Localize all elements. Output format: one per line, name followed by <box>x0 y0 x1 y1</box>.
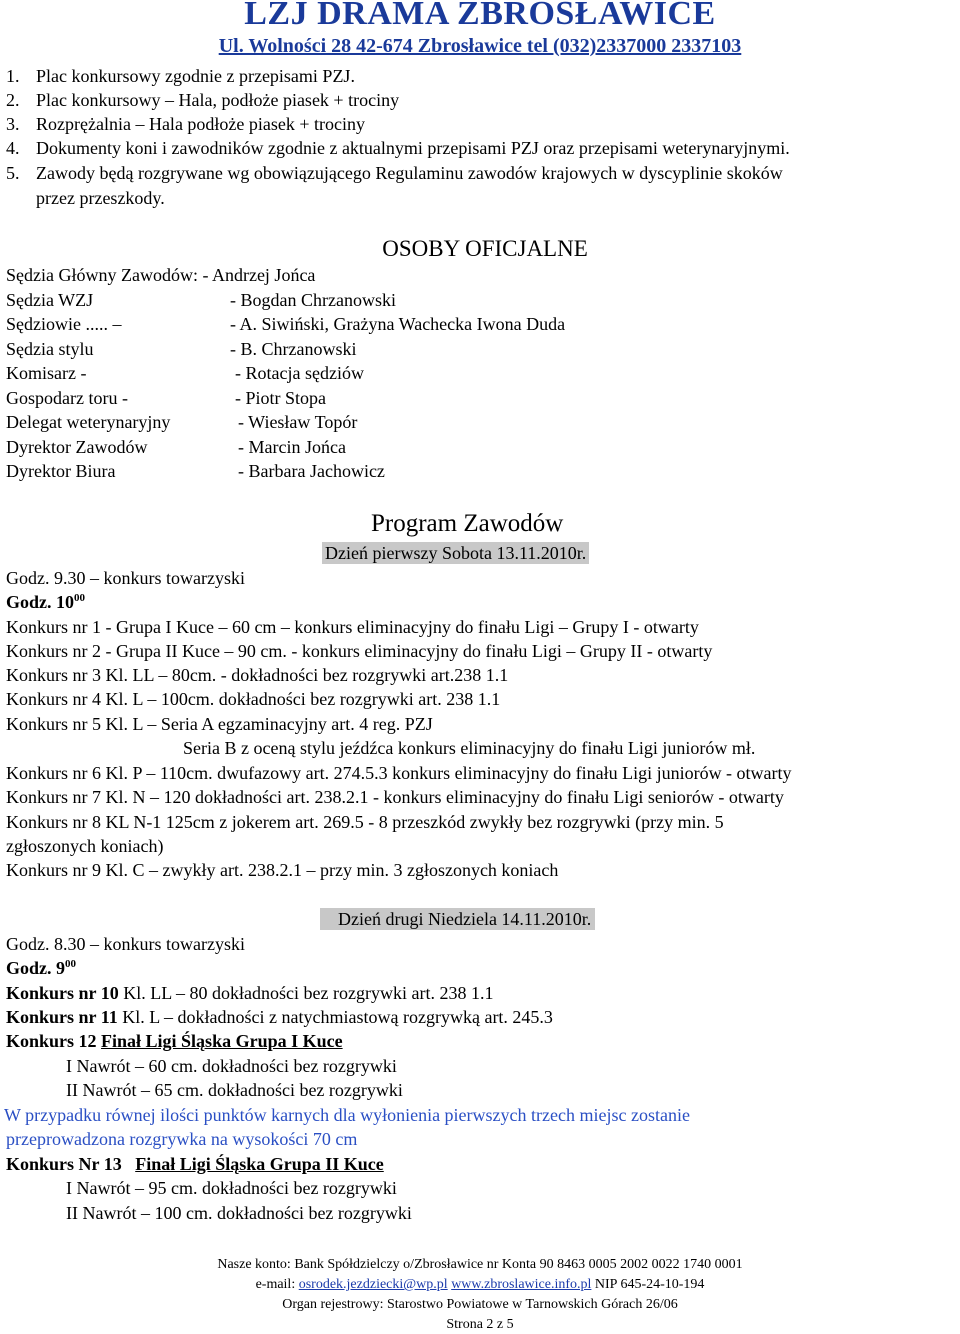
contest-line-indent: Seria B z oceną stylu jeźdźca konkurs eliminacyjny do finału Ligi juniorów mł. <box>183 738 756 758</box>
contest-line: Konkurs nr 4 Kl. L – 100cm. dokładności bez rozgrywki art. 238 1.1 <box>6 689 501 709</box>
contest-line: Konkurs nr 3 Kl. LL – 80cm. - dokładności bez rozgrywki art.238 1.1 <box>6 665 509 685</box>
contest-line: Konkurs nr 11 Kl. L – dokładności z natychmiastową rozgrywką art. 245.3 <box>6 1007 553 1027</box>
footer-bank: Nasze konto: Bank Spółdzielczy o/Zbrosławice nr Konta 90 8463 0005 2002 0022 1740 0001 <box>217 1257 743 1272</box>
round-line: I Nawrót – 60 cm. dokładności bez rozgrywki <box>66 1056 397 1076</box>
contest-line: Konkurs nr 7 Kl. N – 120 dokładności art. 238.2.1 - konkurs eliminacyjny do finału Ligi seniorów - otwarty <box>6 787 784 807</box>
official-role: Gospodarz toru - <box>6 388 128 408</box>
tiebreak-note: W przypadku równej ilości punktów karnych dla wyłonienia pierwszych trzech miejsc zostanie <box>4 1105 690 1125</box>
official-name: - Piotr Stopa <box>235 388 327 408</box>
page-number: Strona 2 z 5 <box>446 1317 514 1332</box>
official-name: - Bogdan Chrzanowski <box>230 290 396 310</box>
tiebreak-note-cont: przeprowadzona rozgrywka na wysokości 70 cm <box>6 1129 358 1149</box>
rule-item-3: 3. Rozprężalnia – Hala podłoże piasek + trociny <box>6 114 366 134</box>
day1-social-contest: Godz. 9.30 – konkurs towarzyski <box>6 568 245 588</box>
rule-item-4: 4. Dokumenty koni i zawodników zgodnie z aktualnymi przepisami PZJ oraz przepisami weterynaryjnymi. <box>6 138 790 158</box>
rule-item-5-cont: przez przeszkody. <box>36 188 165 208</box>
official-role: Sędzia WZJ <box>6 290 94 310</box>
contest-line: zgłoszonych koniach) <box>6 836 164 856</box>
email-link[interactable]: osrodek.jezdziecki@wp.pl <box>298 1277 448 1292</box>
official-name: - Marcin Jońca <box>238 437 346 457</box>
contest-line: Konkurs nr 10 Kl. LL – 80 dokładności bez rozgrywki art. 238 1.1 <box>6 983 494 1003</box>
contest-final-13: Konkurs Nr 13 Finał Ligi Śląska Grupa II Kuce <box>6 1154 384 1174</box>
contest-line: Konkurs nr 6 Kl. P – 110cm. dwufazowy art. 274.5.3 konkurs eliminacyjny do finału Ligi juniorów - otwarty <box>6 763 792 783</box>
day2-social-contest: Godz. 8.30 – konkurs towarzyski <box>6 934 245 954</box>
official-role: Komisarz - <box>6 363 87 383</box>
footer-registry: Organ rejestrowy: Starostwo Powiatowe w Tarnowskich Górach 26/06 <box>282 1297 678 1312</box>
official-name: - B. Chrzanowski <box>230 339 357 359</box>
day2-label: Dzień drugi Niedziela 14.11.2010r. <box>320 908 595 930</box>
rule-item-1: 1. Plac konkursowy zgodnie z przepisami PZJ. <box>6 66 355 86</box>
official-role: Dyrektor Biura <box>6 461 116 481</box>
website-link[interactable]: www.zbroslawice.info.pl <box>451 1277 592 1292</box>
official-role: Delegat weterynaryjny <box>6 412 171 432</box>
day1-start-time: Godz. $10^{00}$ <box>6 592 86 612</box>
contest-line: Konkurs nr 5 Kl. L – Seria A egzaminacyjny art. 4 reg. PZJ <box>6 714 433 734</box>
official-role: Sędzia stylu <box>6 339 94 359</box>
contest-line: Konkurs nr 1 - Grupa I Kuce – 60 cm – konkurs eliminacyjny do finału Ligi – Grupy I - otwarty <box>6 617 699 637</box>
contest-final-12: Konkurs 12 Finał Ligi Śląska Grupa I Kuce <box>6 1031 343 1051</box>
day2-start-time: Godz. $9^{00}$ <box>6 958 77 978</box>
round-line: II Nawrót – 65 cm. dokładności bez rozgrywki <box>66 1080 403 1100</box>
footer-contact: e-mail: osrodek.jezdziecki@wp.pl www.zbroslawice.info.pl NIP 645-24-10-194 <box>255 1277 705 1292</box>
round-line: II Nawrót – 100 cm. dokładności bez rozgrywki <box>66 1203 412 1223</box>
official-name: - Barbara Jachowicz <box>238 461 385 481</box>
organization-address: Ul. Wolności 28 42-674 Zbrosławice tel (032)2337000 2337103 <box>218 35 742 57</box>
officials-heading: OSOBY OFICJALNE <box>382 236 588 261</box>
official-name: - A. Siwiński, Grażyna Wachecka Iwona Duda <box>230 314 566 334</box>
rule-item-2: 2. Plac konkursowy – Hala, podłoże piasek + trociny <box>6 90 400 110</box>
organization-title: LZJ DRAMA ZBROSŁAWICE <box>244 0 716 32</box>
contest-line: Konkurs nr 8 KL N-1 125cm z jokerem art. 269.5 - 8 przeszkód zwykły bez rozgrywki (przy min. 5 <box>6 812 724 832</box>
official-role: Dyrektor Zawodów <box>6 437 148 457</box>
round-line: I Nawrót – 95 cm. dokładności bez rozgrywki <box>66 1178 397 1198</box>
official-name: - Wiesław Topór <box>238 412 358 432</box>
contest-line: Konkurs nr 2 - Grupa II Kuce – 90 cm. - konkurs eliminacyjny do finału Ligi – Grupy II - otwarty <box>6 641 713 661</box>
rule-item-5: 5. Zawody będą rozgrywane wg obowiązującego Regulaminu zawodów krajowych w dyscyplinie skoków <box>6 163 783 183</box>
official-role: Sędziowie ..... – <box>6 314 122 334</box>
program-title: Program Zawodów <box>371 510 564 537</box>
day1-label: Dzień pierwszy Sobota 13.11.2010r. <box>322 542 589 564</box>
official-chief-judge: Sędzia Główny Zawodów: - Andrzej Jońca <box>6 265 316 285</box>
official-name: - Rotacja sędziów <box>235 363 364 383</box>
contest-line: Konkurs nr 9 Kl. C – zwykły art. 238.2.1 – przy min. 3 zgłoszonych koniach <box>6 860 559 880</box>
